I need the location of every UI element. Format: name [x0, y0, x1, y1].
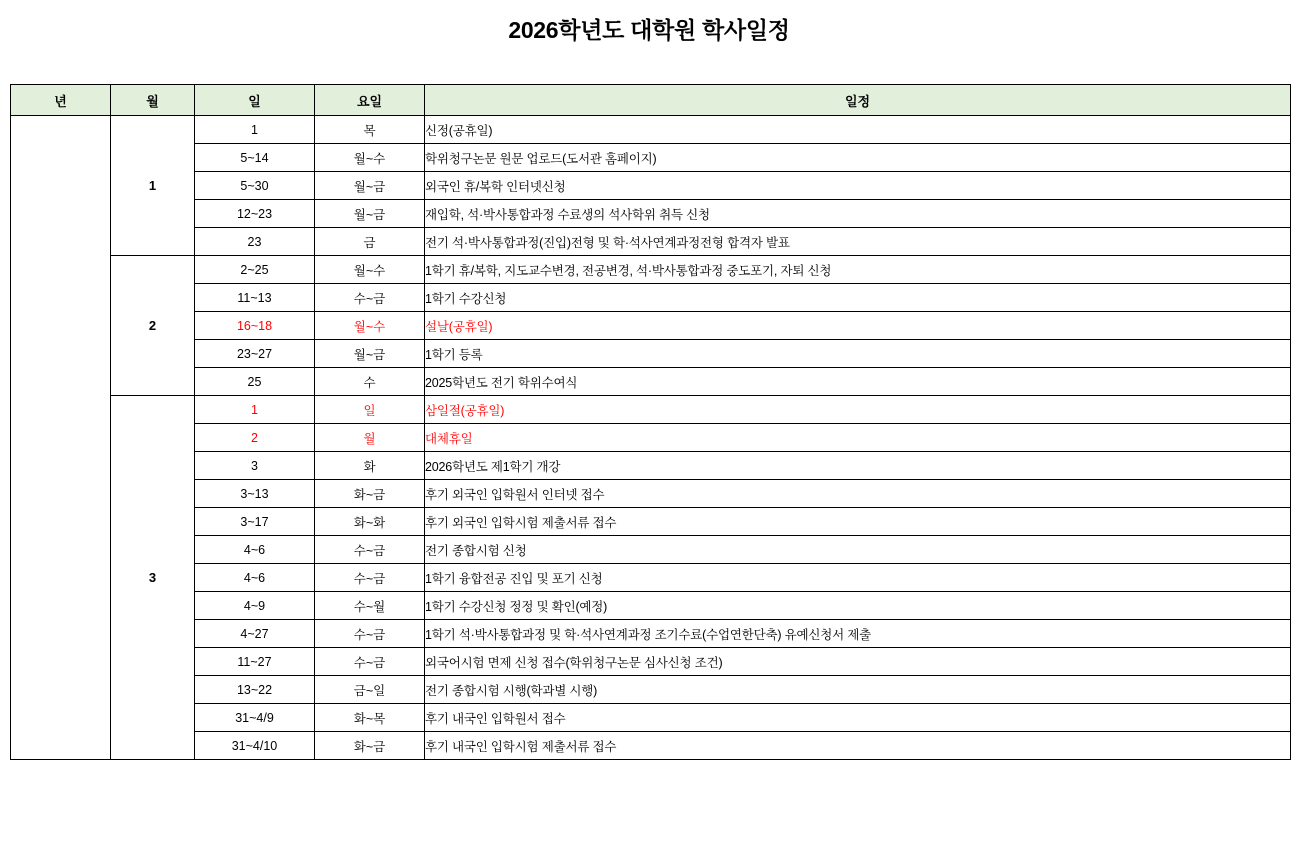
academic-calendar-table — [10, 84, 1291, 760]
column-header-month: 월 — [111, 85, 195, 116]
day-cell: 23~27 — [195, 340, 315, 368]
column-header-dow: 요일 — [315, 85, 425, 116]
table-row — [11, 648, 1291, 676]
table-row — [11, 340, 1291, 368]
weekday-cell: 수~금 — [315, 620, 425, 648]
table-row — [11, 144, 1291, 172]
weekday-cell: 수~금 — [315, 284, 425, 312]
weekday-cell: 수 — [315, 368, 425, 396]
weekday-cell: 수~월 — [315, 592, 425, 620]
day-cell: 4~6 — [195, 564, 315, 592]
weekday-cell: 수~금 — [315, 536, 425, 564]
month-cell: 2 — [111, 256, 195, 396]
weekday-cell: 수~금 — [315, 564, 425, 592]
event-cell: 삼일절(공휴일) — [425, 396, 1291, 424]
event-cell: 1학기 등록 — [425, 340, 1291, 368]
event-cell: 외국어시험 면제 신청 접수(학위청구논문 심사신청 조건) — [425, 648, 1291, 676]
day-cell: 16~18 — [195, 312, 315, 340]
day-cell: 3 — [195, 452, 315, 480]
table-row — [11, 396, 1291, 424]
day-cell: 1 — [195, 396, 315, 424]
weekday-cell: 화~금 — [315, 480, 425, 508]
table-row — [11, 508, 1291, 536]
column-header-event: 일정 — [425, 85, 1291, 116]
page-title: 2026학년도 대학원 학사일정 — [508, 17, 790, 43]
event-cell: 후기 외국인 입학시험 제출서류 접수 — [425, 508, 1291, 536]
table-row — [11, 480, 1291, 508]
table-row — [11, 676, 1291, 704]
table-row — [11, 228, 1291, 256]
day-cell: 5~14 — [195, 144, 315, 172]
day-cell: 11~27 — [195, 648, 315, 676]
event-cell: 1학기 수강신청 정정 및 확인(예정) — [425, 592, 1291, 620]
event-cell: 전기 석·박사통합과정(진입)전형 및 학·석사연계과정전형 합격자 발표 — [425, 228, 1291, 256]
event-cell: 1학기 융합전공 진입 및 포기 신청 — [425, 564, 1291, 592]
day-cell: 25 — [195, 368, 315, 396]
column-header-day: 일 — [195, 85, 315, 116]
event-cell: 후기 외국인 입학원서 인터넷 접수 — [425, 480, 1291, 508]
weekday-cell: 월~수 — [315, 312, 425, 340]
event-cell: 전기 종합시험 신청 — [425, 536, 1291, 564]
table-row — [11, 564, 1291, 592]
weekday-cell: 화 — [315, 452, 425, 480]
day-cell: 2 — [195, 424, 315, 452]
weekday-cell: 금~일 — [315, 676, 425, 704]
event-cell: 설날(공휴일) — [425, 312, 1291, 340]
weekday-cell: 화~화 — [315, 508, 425, 536]
weekday-cell: 화~목 — [315, 704, 425, 732]
weekday-cell: 일 — [315, 396, 425, 424]
day-cell: 2~25 — [195, 256, 315, 284]
day-cell: 12~23 — [195, 200, 315, 228]
table-row — [11, 368, 1291, 396]
table-body — [11, 116, 1291, 760]
event-cell: 대체휴일 — [425, 424, 1291, 452]
weekday-cell: 월~금 — [315, 172, 425, 200]
day-cell: 4~6 — [195, 536, 315, 564]
table-row — [11, 284, 1291, 312]
table-row — [11, 312, 1291, 340]
weekday-cell: 월~수 — [315, 256, 425, 284]
event-cell: 후기 내국인 입학원서 접수 — [425, 704, 1291, 732]
month-cell: 1 — [111, 116, 195, 256]
table-header-row — [11, 85, 1291, 116]
day-cell: 31~4/9 — [195, 704, 315, 732]
day-cell: 3~17 — [195, 508, 315, 536]
table-row — [11, 592, 1291, 620]
day-cell: 4~27 — [195, 620, 315, 648]
event-cell: 신정(공휴일) — [425, 116, 1291, 144]
event-cell: 2026학년도 제1학기 개강 — [425, 452, 1291, 480]
weekday-cell: 월~금 — [315, 340, 425, 368]
event-cell: 1학기 수강신청 — [425, 284, 1291, 312]
table-row — [11, 256, 1291, 284]
column-header-year: 년 — [11, 85, 111, 116]
day-cell: 1 — [195, 116, 315, 144]
document-page — [0, 14, 1298, 858]
table-row — [11, 200, 1291, 228]
day-cell: 4~9 — [195, 592, 315, 620]
day-cell: 23 — [195, 228, 315, 256]
event-cell: 재입학, 석·박사통합과정 수료생의 석사학위 취득 신청 — [425, 200, 1291, 228]
day-cell: 11~13 — [195, 284, 315, 312]
weekday-cell: 월 — [315, 424, 425, 452]
table-row — [11, 116, 1291, 144]
table-row — [11, 732, 1291, 760]
year-cell — [11, 116, 111, 760]
day-cell: 5~30 — [195, 172, 315, 200]
table-row — [11, 620, 1291, 648]
weekday-cell: 월~수 — [315, 144, 425, 172]
weekday-cell: 월~금 — [315, 200, 425, 228]
table-row — [11, 536, 1291, 564]
month-cell: 3 — [111, 396, 195, 760]
weekday-cell: 수~금 — [315, 648, 425, 676]
weekday-cell: 금 — [315, 228, 425, 256]
day-cell: 3~13 — [195, 480, 315, 508]
table-row — [11, 172, 1291, 200]
event-cell: 후기 내국인 입학시험 제출서류 접수 — [425, 732, 1291, 760]
event-cell: 1학기 석·박사통합과정 및 학·석사연계과정 조기수료(수업연한단축) 유예신청서 제출 — [425, 620, 1291, 648]
event-cell: 1학기 휴/복학, 지도교수변경, 전공변경, 석·박사통합과정 중도포기, 자퇴 신청 — [425, 256, 1291, 284]
academic-calendar-table-wrapper — [0, 84, 1298, 760]
event-cell: 학위청구논문 원문 업로드(도서관 홈페이지) — [425, 144, 1291, 172]
event-cell: 외국인 휴/복학 인터넷신청 — [425, 172, 1291, 200]
event-cell: 2025학년도 전기 학위수여식 — [425, 368, 1291, 396]
event-cell: 전기 종합시험 시행(학과별 시행) — [425, 676, 1291, 704]
weekday-cell: 화~금 — [315, 732, 425, 760]
table-row — [11, 704, 1291, 732]
table-row — [11, 452, 1291, 480]
table-row — [11, 424, 1291, 452]
day-cell: 31~4/10 — [195, 732, 315, 760]
table-header — [11, 85, 1291, 116]
weekday-cell: 목 — [315, 116, 425, 144]
day-cell: 13~22 — [195, 676, 315, 704]
